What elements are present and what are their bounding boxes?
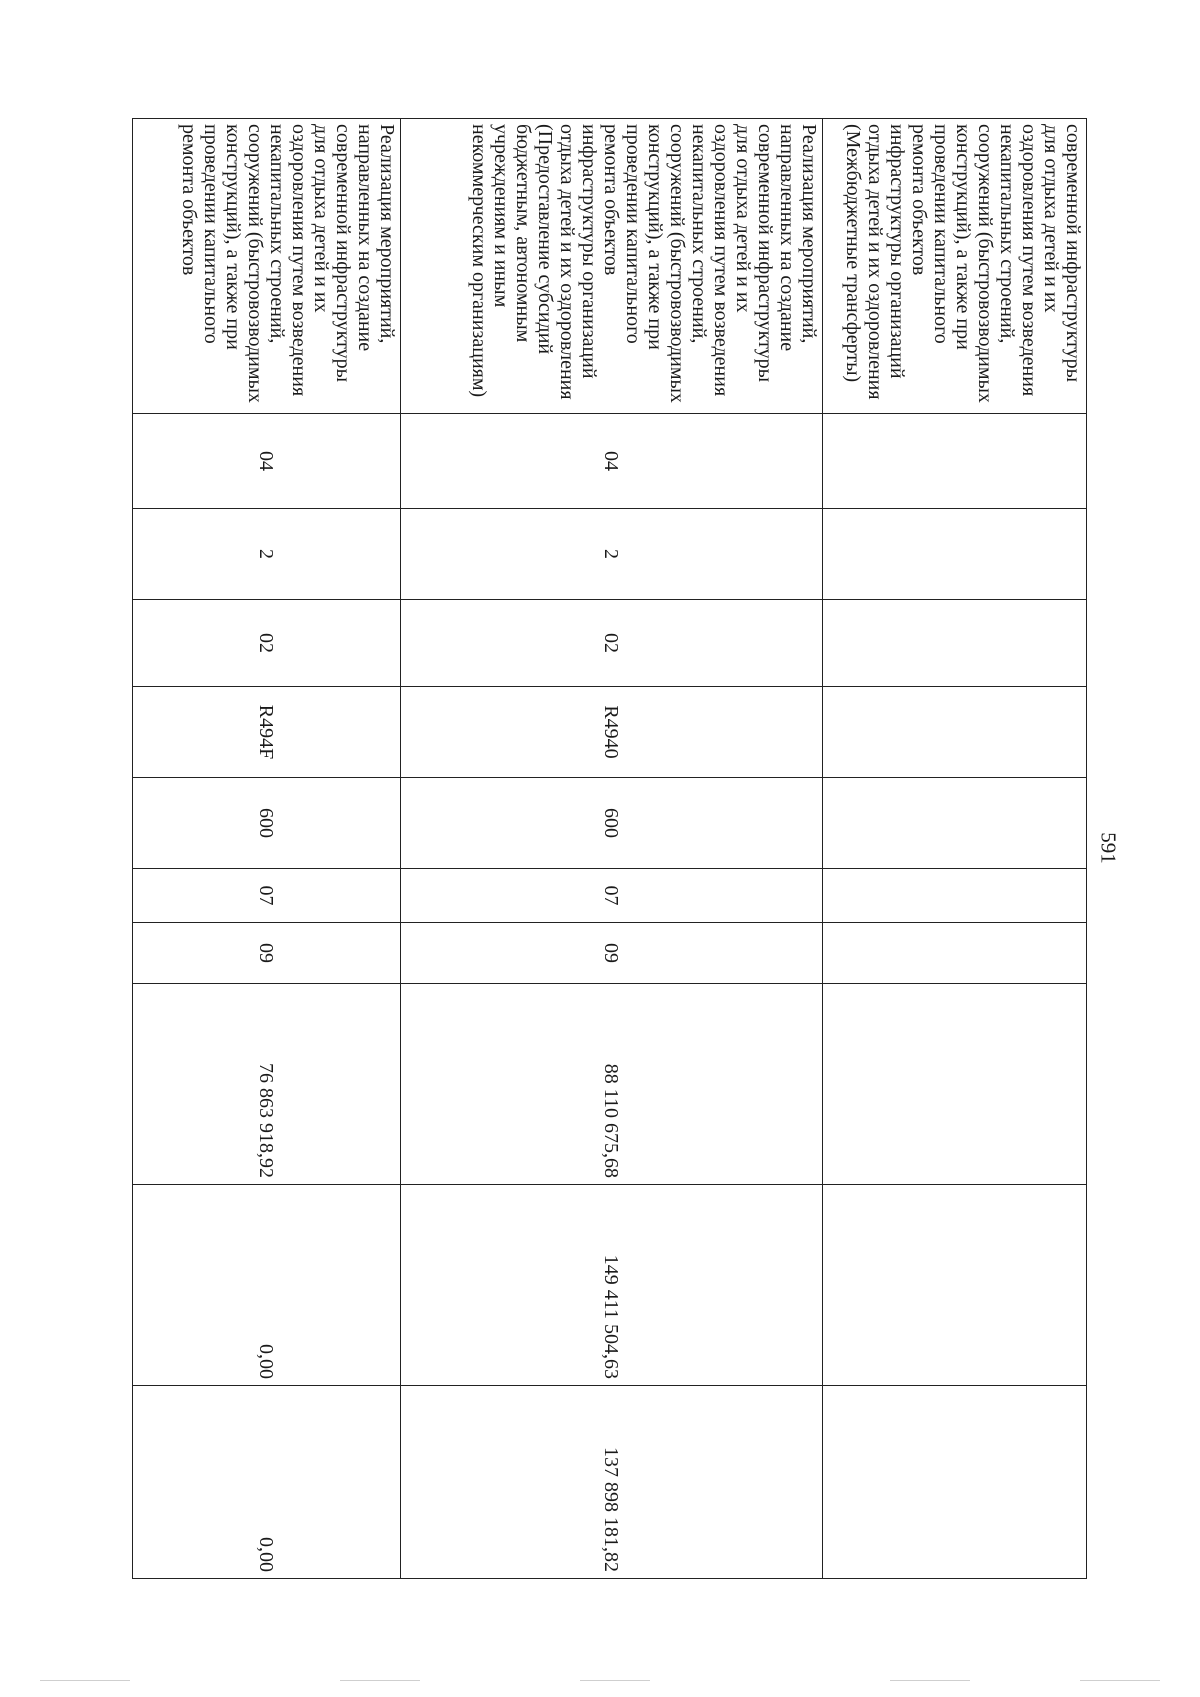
main-event-code-cell: 02 (133, 600, 401, 687)
amount-year2-cell: 149 411 504,63 (401, 1185, 823, 1386)
row-name: современной инфраструктуры для отдыха детей и их оздоровления путем возведения некапитальных строений, сооружений (быстровозводимых конструкций), а также при проведении капитального ремонта объектов инфраструктуры организаций отдыха детей и их оздоровления (Межбюджетные трансферты) (842, 124, 1084, 403)
expense-type-cell: 600 (401, 778, 823, 869)
amount-year3-cell (823, 1386, 1087, 1579)
row-name-cell (401, 119, 823, 414)
table-row (401, 119, 823, 1579)
scan-edge-mark (890, 1680, 970, 1681)
scan-edge-mark (340, 1680, 420, 1681)
scan-edge-mark (40, 1680, 130, 1681)
page-number: 591 (1096, 832, 1121, 864)
direction-code-cell: R4940 (401, 687, 823, 778)
amount-year1-cell (823, 984, 1087, 1185)
scan-edge-mark (1080, 1680, 1160, 1681)
direction-code-cell: R494F (133, 687, 401, 778)
program-code-cell: 04 (401, 414, 823, 509)
subsection-cell: 09 (133, 923, 401, 984)
row-name: Реализация мероприятий, направленных на создание современной инфраструктуры для отдыха детей и их оздоровления путем возведения некапитальных строений, сооружений (быстровозводимых конструкций), а также при проведении капитального ремонта объектов (178, 124, 398, 403)
row-name: Реализация мероприятий, направленных на создание современной инфраструктуры для отдыха детей и их оздоровления путем возведения некапитальных строений, сооружений (быстровозводимых конструкций), а также при проведении капитального ремонта объектов инфраструктуры организаций отдыха детей и их оздоровления (Предоставление субсидий бюджетным, автономным учреждениям и иным некоммерческим организациям) (468, 124, 820, 403)
amount-year1-cell: 76 863 918,92 (133, 984, 401, 1185)
section-cell: 07 (401, 869, 823, 923)
section-cell (823, 869, 1087, 923)
main-event-code-cell (823, 600, 1087, 687)
program-code-cell (823, 414, 1087, 509)
amount-year3-cell: 0,00 (133, 1386, 401, 1579)
amount-year3-cell: 137 898 181,82 (401, 1386, 823, 1579)
expense-type-cell: 600 (133, 778, 401, 869)
scan-edge-mark (580, 1680, 650, 1681)
budget-table (132, 118, 1087, 1579)
amount-year2-cell: 0,00 (133, 1185, 401, 1386)
amount-year1-cell: 88 110 675,68 (401, 984, 823, 1185)
subprogram-code-cell: 2 (133, 509, 401, 600)
amount-year2-cell (823, 1185, 1087, 1386)
subprogram-code-cell (823, 509, 1087, 600)
subsection-cell (823, 923, 1087, 984)
expense-type-cell (823, 778, 1087, 869)
program-code-cell: 04 (133, 414, 401, 509)
budget-table-rotated (133, 118, 1087, 1572)
table-row (133, 119, 401, 1579)
table-row (823, 119, 1087, 1579)
section-cell: 07 (133, 869, 401, 923)
main-event-code-cell: 02 (401, 600, 823, 687)
row-name-cell (133, 119, 401, 414)
row-name-cell (823, 119, 1087, 414)
subsection-cell: 09 (401, 923, 823, 984)
subprogram-code-cell: 2 (401, 509, 823, 600)
direction-code-cell (823, 687, 1087, 778)
